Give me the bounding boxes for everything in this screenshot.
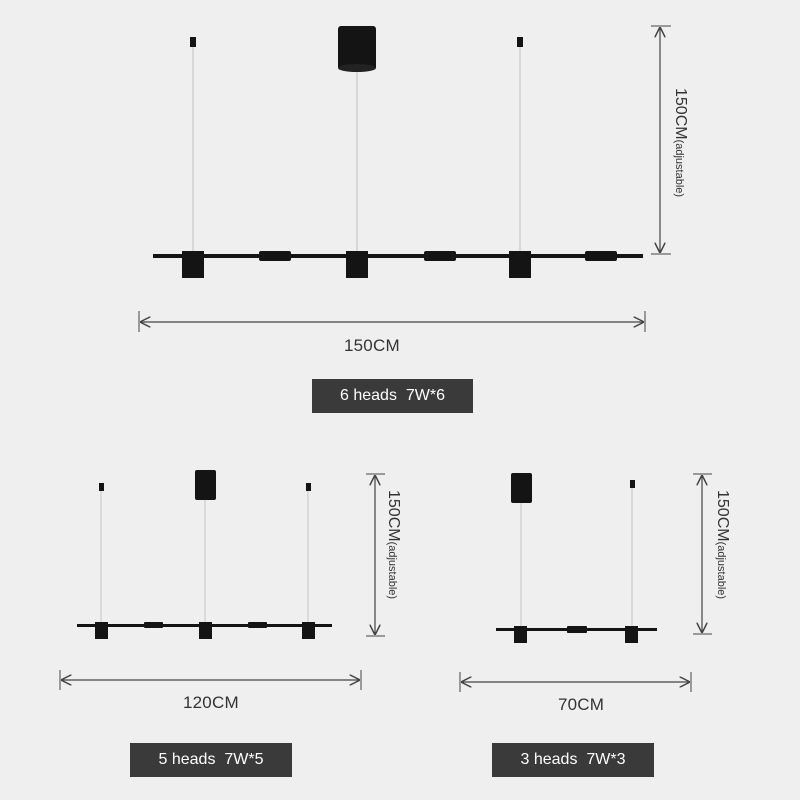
heads-count: 5 heads — [158, 751, 216, 768]
width-label-three-heads: 70CM — [558, 695, 605, 714]
ceiling-canopy — [511, 473, 532, 503]
heads-count: 6 heads — [340, 387, 397, 404]
width-label-five-heads: 120CM — [183, 693, 239, 712]
width-label-six-heads: 150CM — [344, 336, 400, 355]
height-note: (adjustable) — [386, 541, 398, 600]
power-rating: 7W*6 — [405, 387, 445, 404]
badge-six-heads — [312, 379, 473, 413]
height-note: (adjustable) — [715, 541, 727, 600]
badge-three-heads — [492, 743, 654, 777]
ceiling-canopy — [195, 470, 216, 500]
three-head-fixture — [460, 473, 712, 692]
height-value: 150CM — [714, 490, 731, 542]
power-rating: 7W*3 — [586, 751, 626, 768]
ceiling-canopy — [338, 26, 376, 70]
five-head-fixture — [60, 470, 385, 690]
badge-five-heads — [130, 743, 292, 777]
height-label-three-heads — [713, 490, 731, 599]
power-rating: 7W*5 — [224, 751, 264, 768]
height-note: (adjustable) — [673, 139, 685, 198]
heads-count: 3 heads — [520, 751, 578, 768]
height-value: 150CM — [672, 88, 689, 140]
height-label-six-heads — [671, 88, 689, 197]
light-bar — [153, 254, 643, 258]
six-head-fixture — [139, 26, 671, 332]
height-value: 150CM — [385, 490, 402, 542]
height-label-five-heads — [384, 490, 402, 599]
